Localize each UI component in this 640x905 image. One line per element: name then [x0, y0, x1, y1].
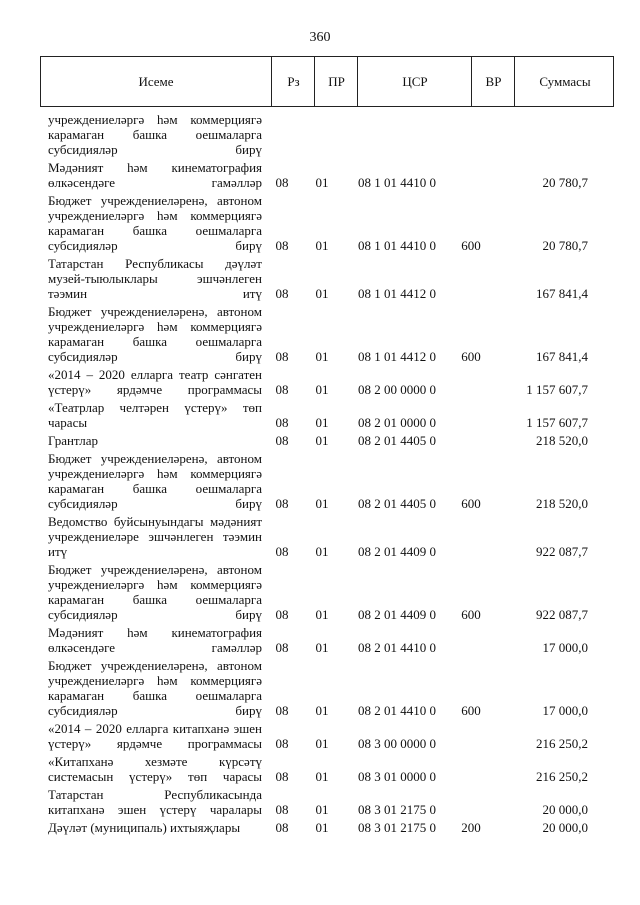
- table-row: [40, 657, 620, 720]
- row-name: Татарстан Республикасы дәүләт музей-тыюлыклары эшчәнлеген тәэмин итү: [48, 256, 262, 301]
- table-row: [40, 303, 620, 366]
- row-name: Татарстан Республикасында китапханә эшен үстерү чаралары: [48, 787, 262, 817]
- row-csr: 08 3 01 2175 0: [358, 820, 436, 835]
- row-name: Бюджет учреждениеләренә, автоном учреждениеләргә һәм коммерциягә карамаган башка оешмаларга субсидияләр бирү: [48, 451, 262, 511]
- row-csr: 08 2 01 4409 0: [358, 544, 436, 559]
- row-csr: 08 2 01 4405 0: [358, 433, 436, 448]
- row-sum: 218 520,0: [536, 496, 588, 511]
- row-pr: 01: [315, 736, 329, 751]
- row-sum: 17 000,0: [542, 640, 588, 655]
- row-pr: 01: [315, 496, 329, 511]
- row-vr: 600: [461, 496, 481, 511]
- row-pr: 01: [315, 349, 329, 364]
- row-name: «Театрлар челтәрен үстерү» төп чарасы: [48, 400, 262, 430]
- row-rz: 08: [275, 349, 289, 364]
- row-rz: 08: [275, 238, 289, 253]
- row-sum: 20 780,7: [542, 238, 588, 253]
- table-body: [40, 111, 620, 837]
- row-pr: 01: [315, 382, 329, 397]
- row-pr: 01: [315, 802, 329, 817]
- page-number: 360: [309, 30, 331, 45]
- row-csr: 08 2 01 0000 0: [358, 415, 436, 430]
- row-name: Дәүләт (муниципаль) ихтыяҗлары: [48, 820, 241, 835]
- row-rz: 08: [275, 286, 289, 301]
- row-rz: 08: [275, 607, 289, 622]
- row-rz: 08: [275, 703, 289, 718]
- header-vr: ВР: [471, 57, 515, 106]
- row-sum: 218 520,0: [536, 433, 588, 448]
- row-sum: 216 250,2: [536, 769, 588, 784]
- row-sum: 1 157 607,7: [526, 415, 588, 430]
- row-rz: 08: [275, 802, 289, 817]
- row-name: Грантлар: [48, 433, 99, 448]
- row-name: «Китапханә хезмәте күрсәтү системасын үстерү» төп чарасы: [48, 754, 262, 784]
- row-rz: 08: [275, 769, 289, 784]
- table-row: [40, 561, 620, 624]
- row-rz: 08: [275, 175, 289, 190]
- row-pr: 01: [315, 640, 329, 655]
- table-row: [40, 255, 620, 303]
- row-sum: 216 250,2: [536, 736, 588, 751]
- row-name: Мәдәният һәм кинематография өлкәсендәге гамәлләр: [48, 160, 262, 190]
- row-csr: 08 1 01 4412 0: [358, 349, 436, 364]
- table-row: [40, 399, 620, 432]
- row-csr: 08 3 01 0000 0: [358, 769, 436, 784]
- row-pr: 01: [315, 544, 329, 559]
- row-pr: 01: [315, 820, 329, 835]
- row-vr: 600: [461, 703, 481, 718]
- row-sum: 20 000,0: [542, 802, 588, 817]
- header-pr: ПР: [314, 57, 358, 106]
- table-row: [40, 450, 620, 513]
- row-name: Бюджет учреждениеләренә, автоном учреждениеләргә һәм коммерциягә карамаган башка оешмаларга субсидияләр бирү: [48, 304, 262, 364]
- table-header: [40, 56, 614, 107]
- row-sum: 1 157 607,7: [526, 382, 588, 397]
- row-csr: 08 3 00 0000 0: [358, 736, 436, 751]
- row-pr: 01: [315, 607, 329, 622]
- row-name: «2014 – 2020 елларга китапханә эшен үстерү» ярдәмче программасы: [48, 721, 262, 751]
- header-csr: ЦСР: [357, 57, 472, 106]
- row-csr: 08 1 01 4410 0: [358, 238, 436, 253]
- row-name: Бюджет учреждениеләренә, автоном учреждениеләргә һәм коммерциягә карамаган башка оешмаларга субсидияләр бирү: [48, 562, 262, 622]
- row-vr: 600: [461, 349, 481, 364]
- row-vr: 600: [461, 607, 481, 622]
- row-vr: 200: [461, 820, 481, 835]
- row-name: Мәдәният һәм кинематография өлкәсендәге гамәлләр: [48, 625, 262, 655]
- row-sum: 922 087,7: [536, 544, 588, 559]
- row-pr: 01: [315, 433, 329, 448]
- table-row: [40, 720, 620, 753]
- row-csr: 08 1 01 4412 0: [358, 286, 436, 301]
- row-rz: 08: [275, 640, 289, 655]
- row-csr: 08 2 00 0000 0: [358, 382, 436, 397]
- row-rz: 08: [275, 736, 289, 751]
- row-pr: 01: [315, 415, 329, 430]
- row-csr: 08 3 01 2175 0: [358, 802, 436, 817]
- row-sum: 167 841,4: [536, 286, 588, 301]
- row-sum: 20 780,7: [542, 175, 588, 190]
- row-pr: 01: [315, 769, 329, 784]
- table-row: [40, 624, 620, 657]
- row-name: Бюджет учреждениеләренә, автоном учреждениеләргә һәм коммерциягә карамаган башка оешмаларга субсидияләр бирү: [48, 658, 262, 718]
- table-row: [40, 111, 620, 159]
- table-row: [40, 432, 620, 450]
- row-sum: 922 087,7: [536, 607, 588, 622]
- table-row: [40, 366, 620, 399]
- row-sum: 167 841,4: [536, 349, 588, 364]
- row-rz: 08: [275, 433, 289, 448]
- row-csr: 08 1 01 4410 0: [358, 175, 436, 190]
- row-pr: 01: [315, 286, 329, 301]
- row-rz: 08: [275, 820, 289, 835]
- header-rz: Рз: [271, 57, 315, 106]
- row-rz: 08: [275, 382, 289, 397]
- row-csr: 08 2 01 4410 0: [358, 703, 436, 718]
- row-sum: 20 000,0: [542, 820, 588, 835]
- row-pr: 01: [315, 703, 329, 718]
- table-row: [40, 753, 620, 786]
- row-pr: 01: [315, 175, 329, 190]
- row-vr: 600: [461, 238, 481, 253]
- header-name: Исеме: [138, 74, 174, 89]
- row-csr: 08 2 01 4405 0: [358, 496, 436, 511]
- table-row: [40, 786, 620, 819]
- row-rz: 08: [275, 415, 289, 430]
- row-pr: 01: [315, 238, 329, 253]
- row-rz: 08: [275, 544, 289, 559]
- row-name: «2014 – 2020 елларга театр сәнгатен үстерү» ярдәмче программасы: [48, 367, 262, 397]
- row-rz: 08: [275, 496, 289, 511]
- table-row: [40, 159, 620, 192]
- row-sum: 17 000,0: [542, 703, 588, 718]
- table-row: [40, 513, 620, 561]
- row-name: учреждениеләргә һәм коммерциягә карамаган башка оешмаларга субсидияләр бирү: [48, 112, 262, 157]
- header-sum: Суммасы: [514, 57, 615, 106]
- table-row: [40, 192, 620, 255]
- row-csr: 08 2 01 4410 0: [358, 640, 436, 655]
- row-csr: 08 2 01 4409 0: [358, 607, 436, 622]
- row-name: Бюджет учреждениеләренә, автоном учреждениеләргә һәм коммерциягә карамаган башка оешмаларга субсидияләр бирү: [48, 193, 262, 253]
- table-row: [40, 819, 620, 837]
- row-name: Ведомство буйсынуындагы мәдәният учреждениеләре эшчәнлеген тәэмин итү: [48, 514, 262, 559]
